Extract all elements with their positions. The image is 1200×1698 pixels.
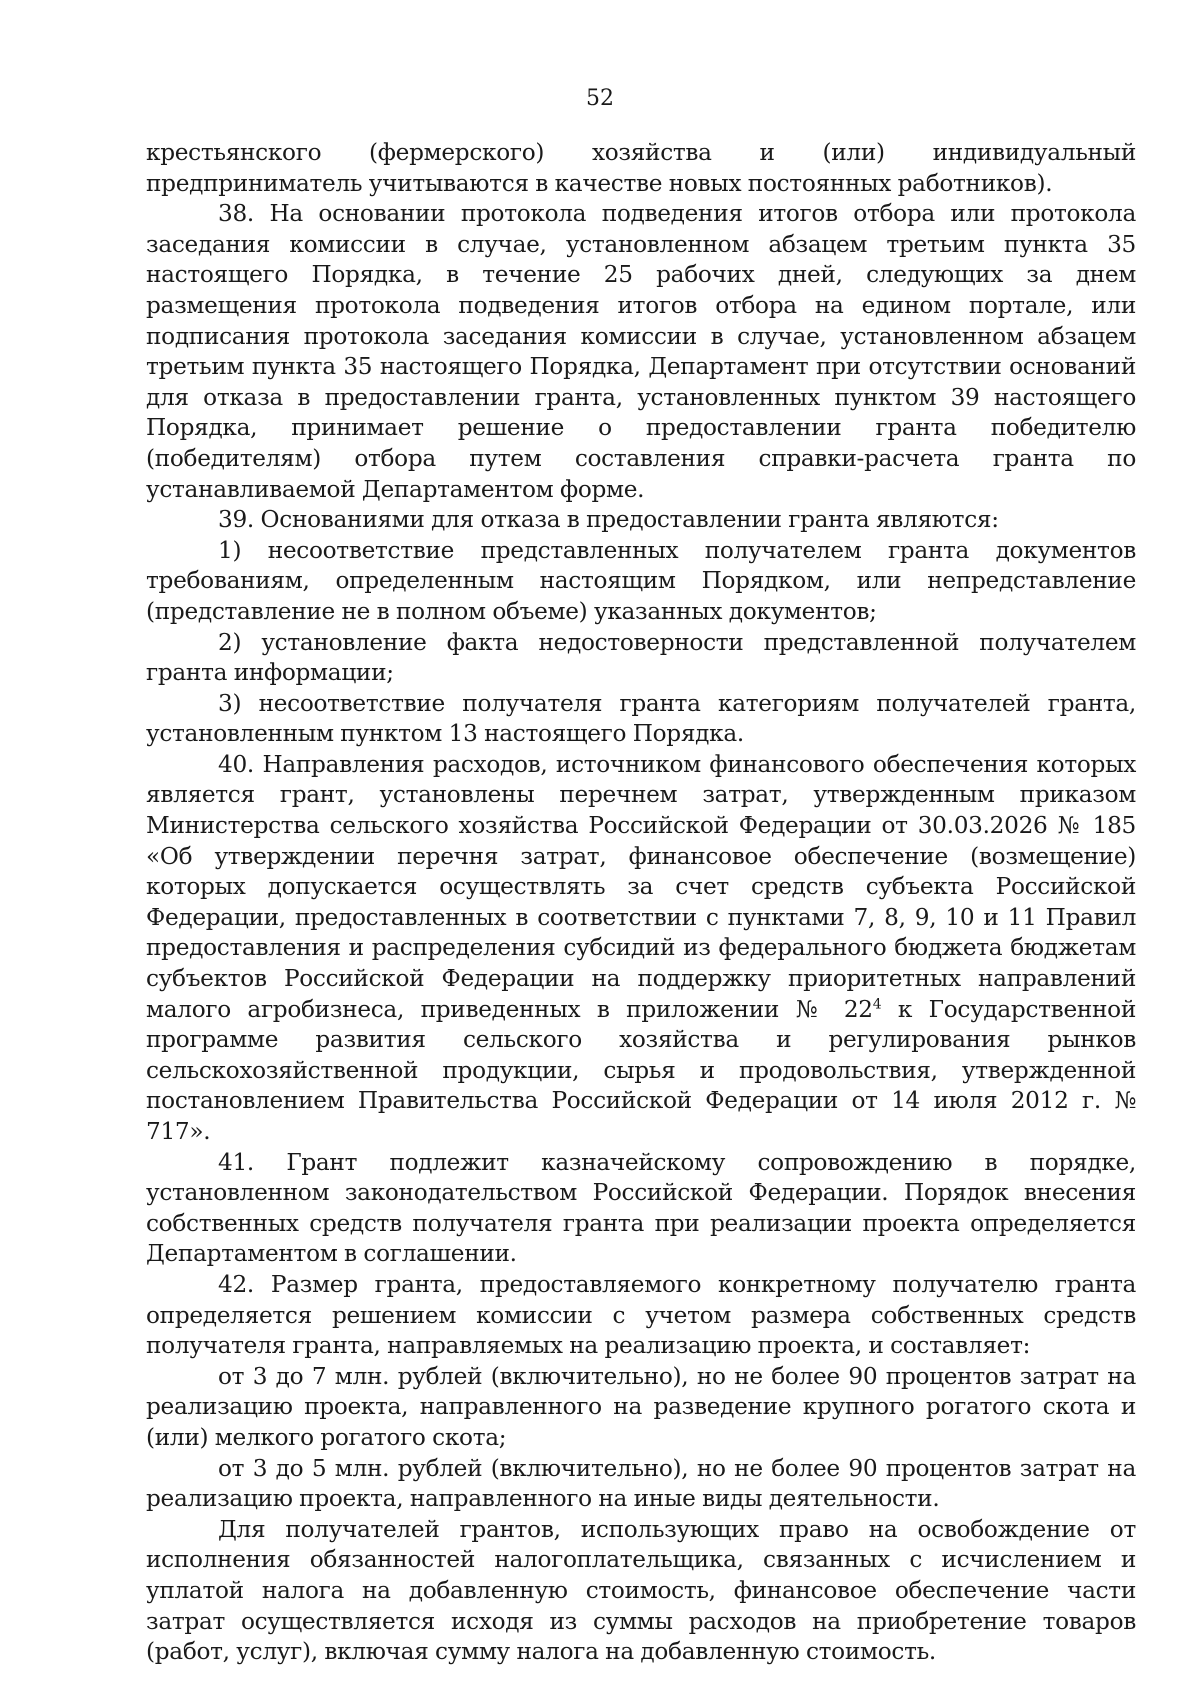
paragraph-continuation: крестьянского (фермерского) хозяйства и (или) индивидуальный предприниматель учитываются в качестве новых постоянных работников). [146, 139, 1136, 197]
paragraph-42-option-2: от 3 до 5 млн. рублей (включительно), но не более 90 процентов затрат на реализацию проекта, направленного на иные виды деятельности. [146, 1454, 1136, 1513]
paragraph-40-superscript: 4 [872, 995, 882, 1012]
paragraph-42-option-1: от 3 до 7 млн. рублей (включительно), но не более 90 процентов затрат на реализацию проекта, направленного на разведение крупного рогатого скота и (или) мелкого рогатого скота; [146, 1362, 1136, 1451]
paragraph-40-main: 40. Направления расходов, источником финансового обеспечения которых является грант, установлены перечнем затрат, утвержденным приказом Министерства сельского хозяйства Российской Федерации от 30.03.2026 № 185 «Об утверждении перечня затрат, финансовое обеспечение (возмещение) которых допускается осуществлять за счет средств субъекта Российской Федерации, предоставленных в соответствии с пунктами 7, 8, 9, 10 и 11 Правил предоставления и распределения субсидий из федерального бюджета бюджетам субъектов Российской Федерации на поддержку приоритетных направлений малого агробизнеса, приведенных в приложении № 22 [146, 750, 1136, 1023]
paragraph-39-item-2: 2) установление факта недостоверности представленной получателем гранта информации; [146, 628, 1136, 687]
paragraph-40-continuation: к Государственной программе развития сельского хозяйства и регулирования рынков сельскохозяйственной продукции, сырья и продовольствия, утвержденной постановлением Правительства Российской Федерации от 14 июля 2012 г. № 717». [146, 995, 1136, 1145]
paragraph-39-item-3: 3) несоответствие получателя гранта категориям получателей гранта, установленным пунктом 13 настоящего Порядка. [146, 689, 1136, 748]
document-body [146, 138, 1136, 1668]
paragraph-vat-note: Для получателей грантов, использующих право на освобождение от исполнения обязанностей налогоплательщика, связанных с исчислением и уплатой налога на добавленную стоимость, финансовое обеспечение части затрат осуществляется исходя из суммы расходов на приобретение товаров (работ, услуг), включая сумму налога на добавленную стоимость. [146, 1515, 1136, 1666]
page-number: 52 [586, 86, 614, 111]
paragraph-42: 42. Размер гранта, предоставляемого конкретному получателю гранта определяется решением комиссии с учетом размера собственных средств получателя гранта, направляемых на реализацию проекта, и составляет: [146, 1270, 1136, 1360]
paragraph-39-item-1: 1) несоответствие представленных получателем гранта документов требованиям, определенным настоящим Порядком, или непредставление (представление не в полном объеме) указанных документов; [146, 536, 1136, 625]
paragraph-40 [146, 750, 1136, 1148]
paragraph-38: 38. На основании протокола подведения итогов отбора или протокола заседания комиссии в случае, установленном абзацем третьим пункта 35 настоящего Порядка, в течение 25 рабочих дней, следующих за днем размещения протокола подведения итогов отбора на едином портале, или подписания протокола заседания комиссии в случае, установленном абзацем третьим пункта 35 настоящего Порядка, Департамент при отсутствии оснований для отказа в предоставлении гранта, установленных пунктом 39 настоящего Порядка, принимает решение о предоставлении гранта победителю (победителям) отбора путем составления справки-расчета гранта по устанавливаемой Департаментом форме. [146, 200, 1136, 503]
paragraph-39: 39. Основаниями для отказа в предоставлении гранта являются: [218, 506, 999, 534]
paragraph-41: 41. Грант подлежит казначейскому сопровождению в порядке, установленном законодательством Российской Федерации. Порядок внесения собственных средств получателя гранта при реализации проекта определяется Департаментом в соглашении. [146, 1148, 1136, 1268]
